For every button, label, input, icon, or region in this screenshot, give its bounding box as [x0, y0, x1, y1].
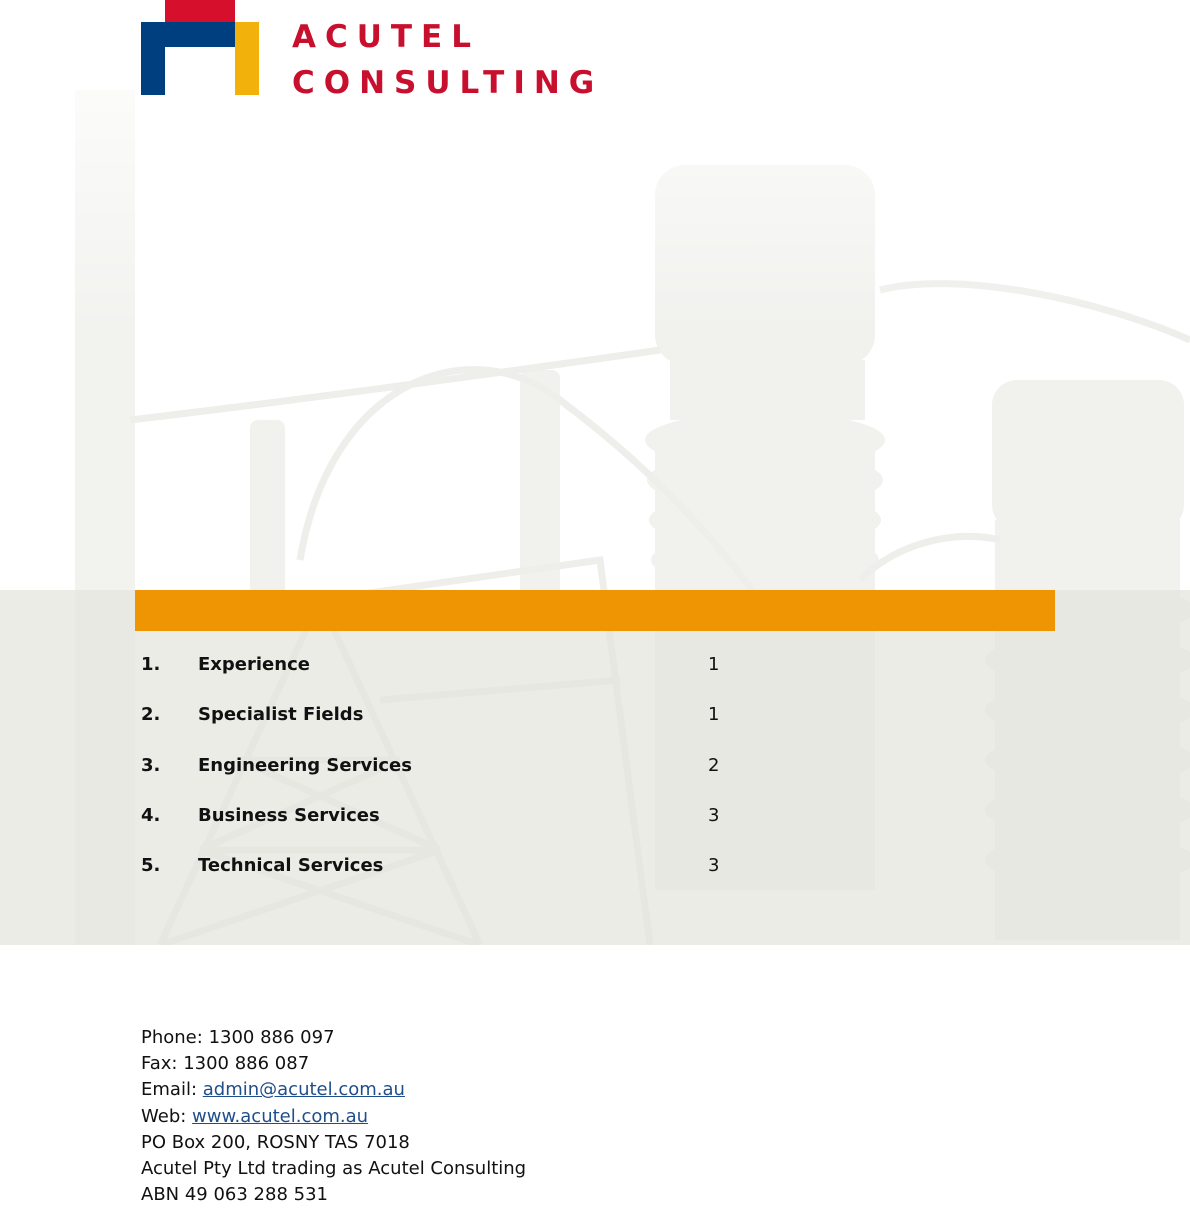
toc-row[interactable]	[141, 749, 761, 799]
toc-page-number: 1	[708, 654, 720, 675]
toc-title: Business Services	[198, 804, 380, 826]
trading-name: Acutel Pty Ltd trading as Acutel Consulting	[141, 1158, 527, 1180]
toc-row[interactable]	[141, 849, 761, 899]
postal-address: PO Box 200, ROSNY TAS 7018	[141, 1131, 410, 1153]
logo-wordmark-line1: ACUTEL	[292, 19, 480, 55]
toc-page-number: 3	[708, 804, 720, 826]
email-label: Email:	[141, 1079, 198, 1101]
orange-banner	[135, 590, 1055, 631]
toc-number: 1.	[141, 654, 161, 675]
logo-blue-stem	[141, 22, 165, 95]
email-line	[141, 1077, 526, 1103]
phone-number: 1300 886 097	[208, 1027, 335, 1048]
fax-label: Fax:	[141, 1053, 178, 1075]
phone-label: Phone:	[141, 1027, 203, 1048]
toc-page-number: 3	[708, 855, 720, 877]
toc-number: 4.	[141, 804, 161, 826]
logo-wordmark-line2: CONSULTING	[292, 65, 604, 101]
phone-line	[141, 1025, 526, 1051]
toc-page-number: 1	[708, 704, 720, 726]
fax-line	[141, 1051, 526, 1077]
abn-number: ABN 49 063 288 531	[141, 1184, 328, 1206]
acutel-logo-mark	[141, 0, 259, 95]
toc-row[interactable]	[141, 698, 761, 748]
table-of-contents	[141, 648, 761, 899]
toc-number: 3.	[141, 754, 161, 776]
toc-title: Experience	[198, 654, 310, 675]
web-label: Web:	[141, 1105, 187, 1127]
toc-page-number: 2	[708, 754, 720, 776]
toc-title: Technical Services	[198, 855, 384, 877]
email-link[interactable]: admin@acutel.com.au	[202, 1079, 405, 1101]
toc-number: 2.	[141, 704, 161, 726]
toc-row[interactable]	[141, 799, 761, 849]
toc-row[interactable]	[141, 648, 761, 698]
website-link[interactable]: www.acutel.com.au	[192, 1105, 369, 1127]
logo-yellow-block	[235, 22, 259, 95]
logo-wordmark	[292, 14, 603, 106]
web-line	[141, 1104, 526, 1130]
toc-title: Specialist Fields	[198, 704, 364, 726]
toc-number: 5.	[141, 855, 161, 877]
logo-red-block	[165, 0, 235, 22]
fax-number: 1300 886 087	[183, 1053, 310, 1075]
toc-title: Engineering Services	[198, 754, 412, 776]
contact-details	[141, 1025, 526, 1208]
